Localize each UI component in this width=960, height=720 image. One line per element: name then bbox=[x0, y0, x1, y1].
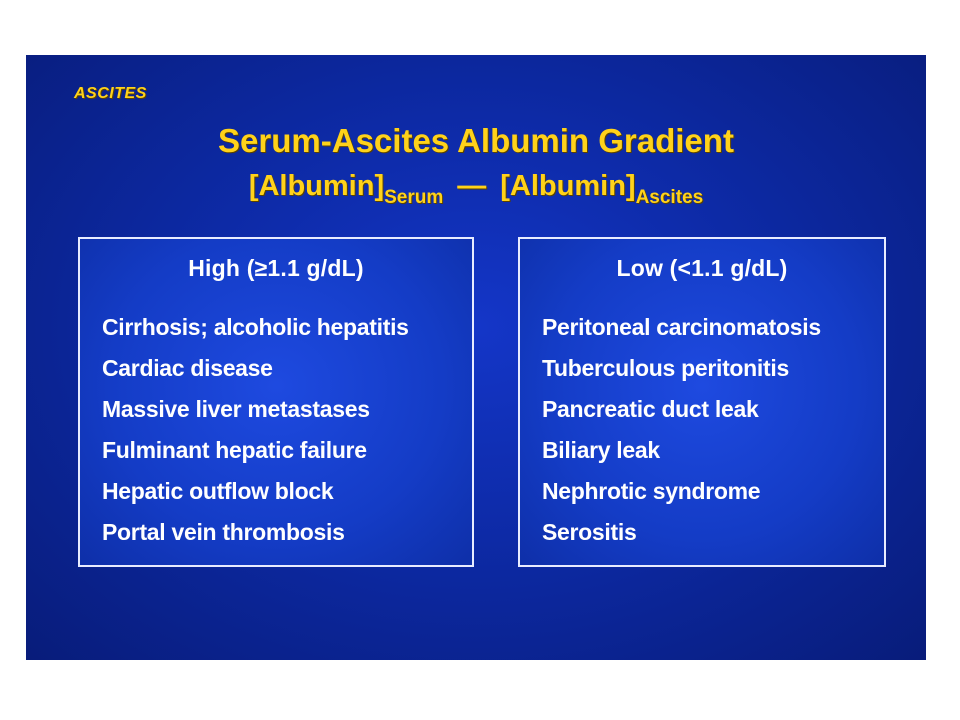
low-gradient-list bbox=[520, 315, 884, 561]
high-gradient-panel bbox=[78, 237, 474, 567]
formula-minus: — bbox=[457, 170, 487, 202]
low-gradient-heading: Low (<1.1 g/dL) bbox=[616, 255, 788, 281]
list-item: Peritoneal carcinomatosis bbox=[542, 314, 821, 340]
list-item: Biliary leak bbox=[542, 437, 660, 463]
list-item: Nephrotic syndrome bbox=[542, 478, 761, 504]
low-gradient-panel bbox=[518, 237, 886, 567]
list-item: Fulminant hepatic failure bbox=[102, 437, 367, 463]
formula-subscript-serum: Serum bbox=[384, 187, 444, 208]
list-item: Massive liver metastases bbox=[102, 396, 370, 422]
high-gradient-list bbox=[80, 315, 472, 561]
slide-kicker: ASCITES bbox=[74, 85, 147, 102]
gradient-formula bbox=[26, 171, 926, 209]
slide-title: Serum-Ascites Albumin Gradient bbox=[218, 122, 734, 159]
high-gradient-heading: High (≥1.1 g/dL) bbox=[188, 255, 364, 281]
list-item: Tuberculous peritonitis bbox=[542, 355, 789, 381]
list-item: Hepatic outflow block bbox=[102, 478, 334, 504]
list-item: Cardiac disease bbox=[102, 355, 273, 381]
list-item: Pancreatic duct leak bbox=[542, 396, 759, 422]
list-item: Cirrhosis; alcoholic hepatitis bbox=[102, 314, 409, 340]
list-item: Serositis bbox=[542, 519, 637, 545]
list-item: Portal vein thrombosis bbox=[102, 519, 345, 545]
formula-term-ascites: [Albumin] bbox=[500, 170, 636, 202]
slide bbox=[26, 55, 926, 660]
formula-term-serum: [Albumin] bbox=[248, 170, 385, 202]
formula-subscript-ascites: Ascites bbox=[635, 187, 704, 208]
